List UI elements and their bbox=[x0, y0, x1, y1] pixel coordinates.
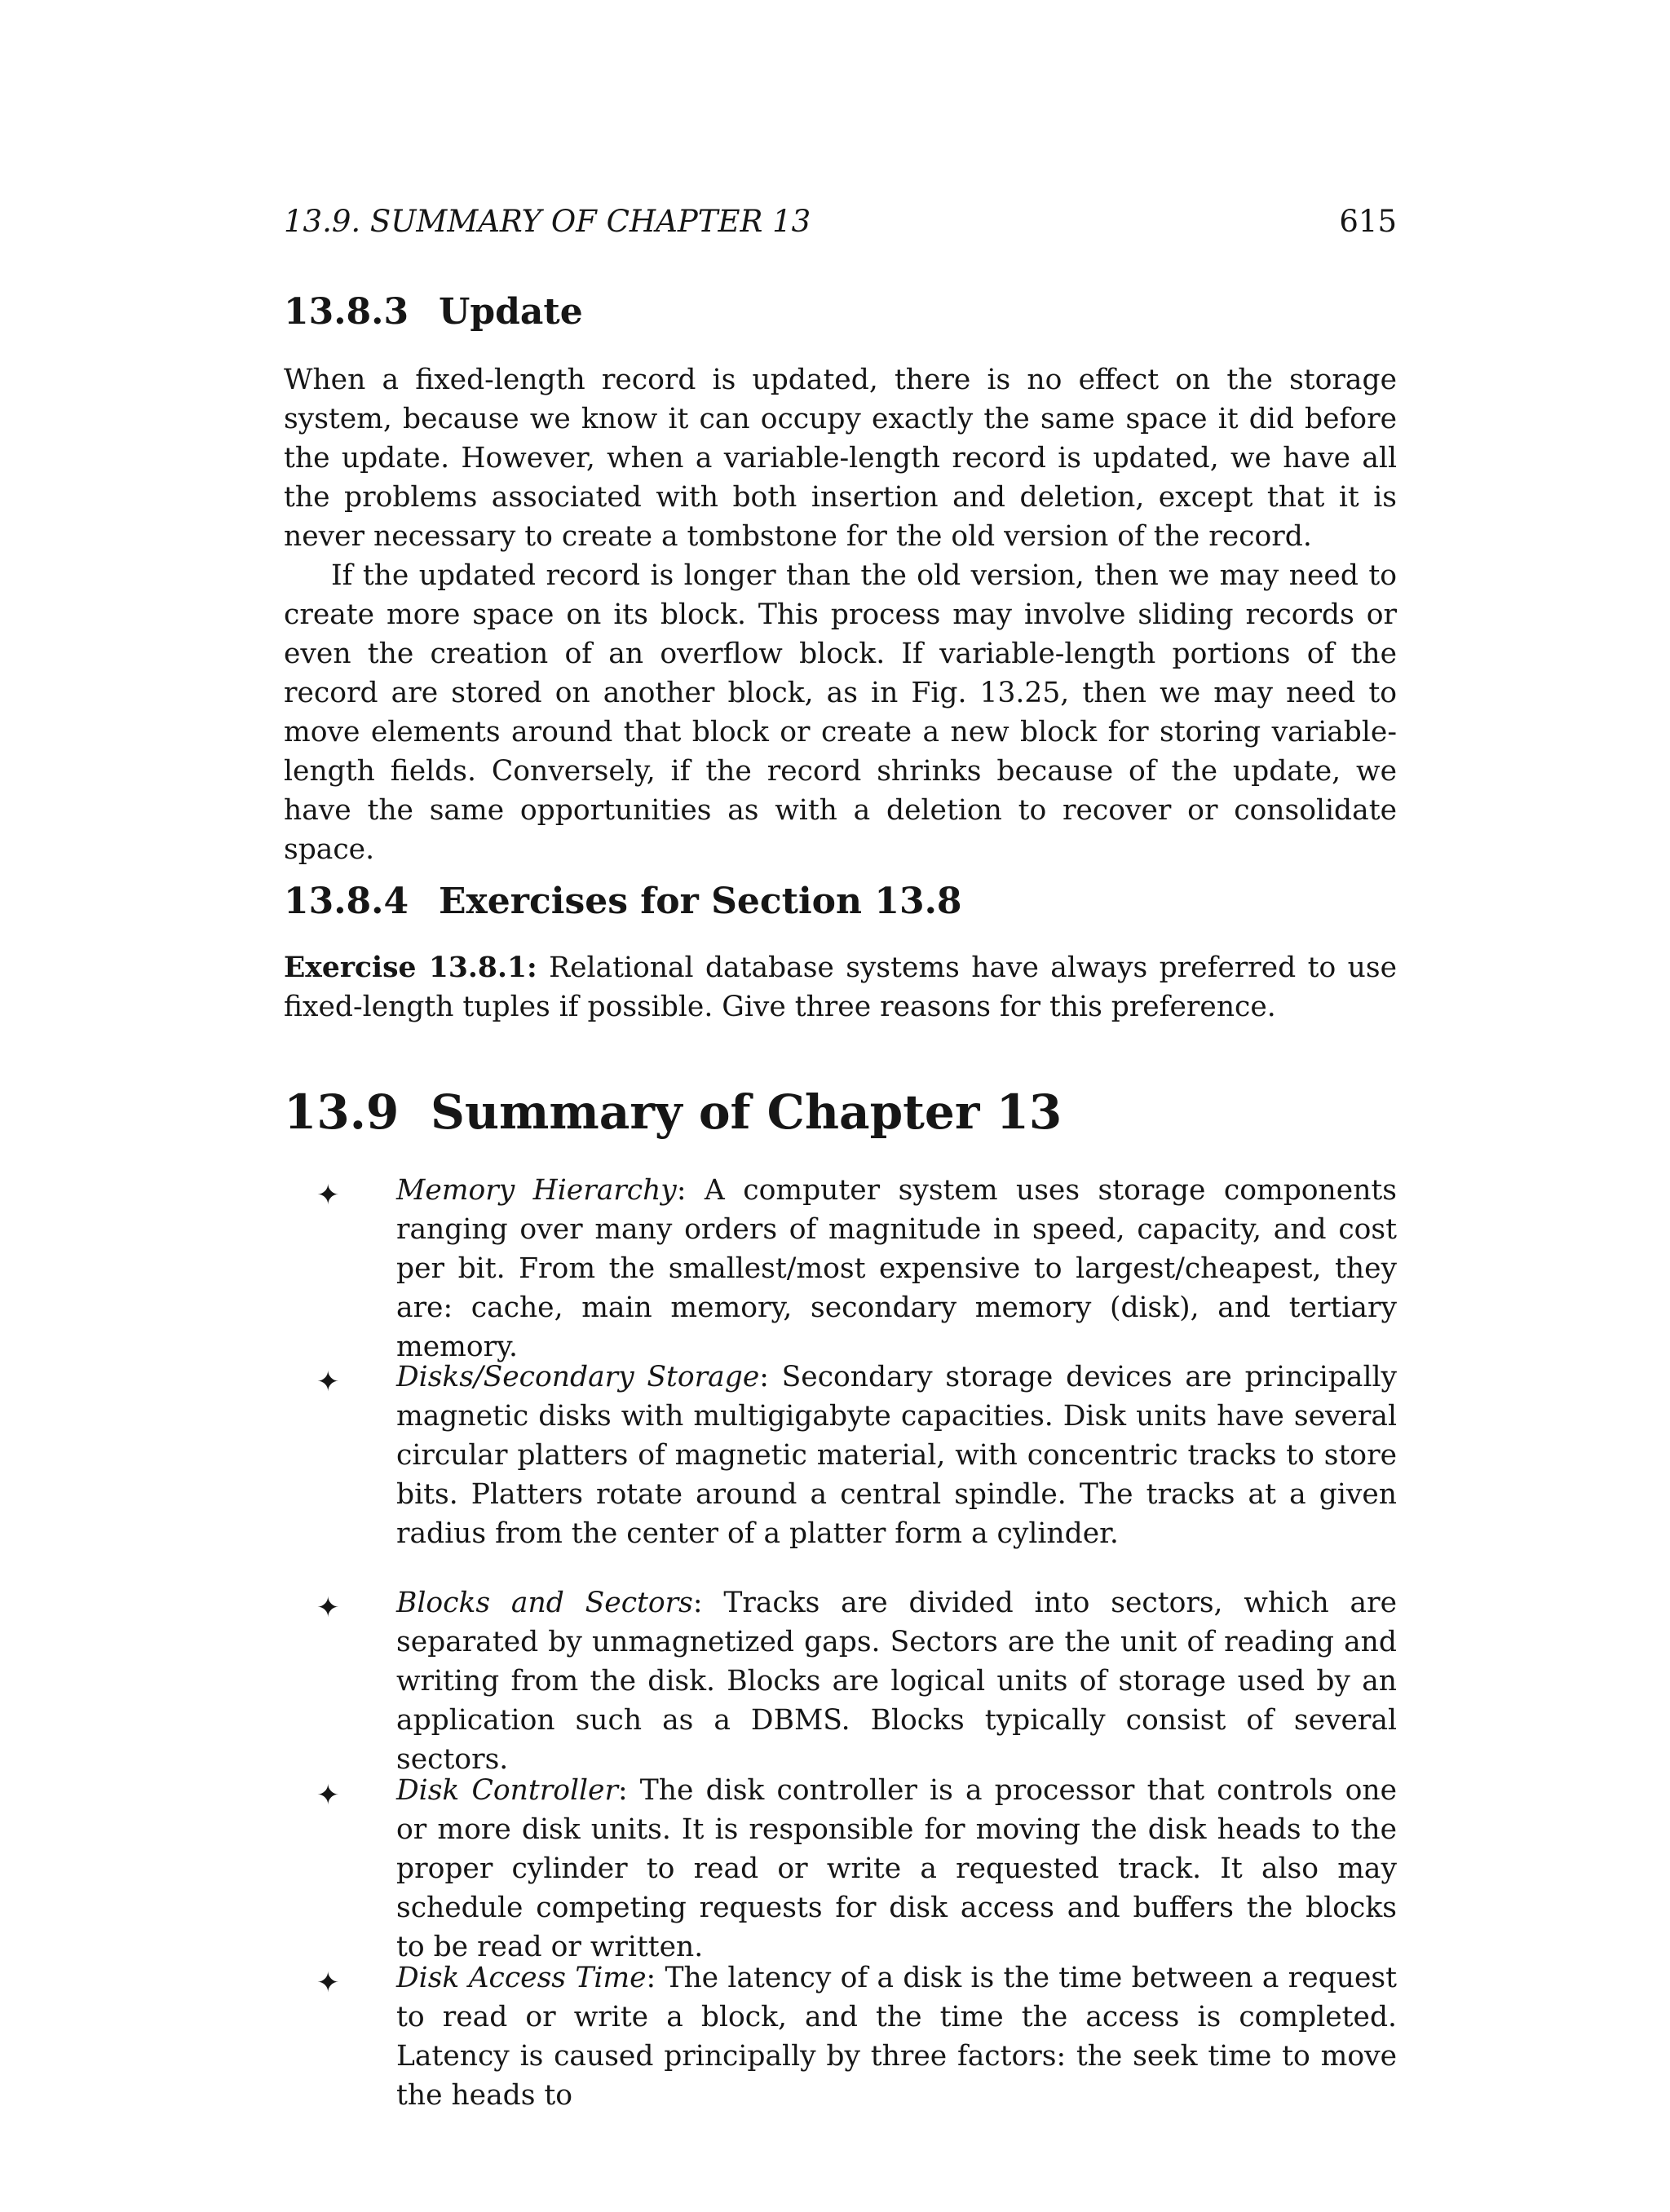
summary-item-term: Blocks and Sectors bbox=[396, 1587, 693, 1619]
bullet-diamond-icon: ✦ bbox=[316, 1592, 340, 1624]
bullet-diamond-icon: ✦ bbox=[316, 1366, 340, 1398]
exercise-label: Exercise 13.8.1: bbox=[284, 951, 537, 984]
exercises-heading-title: Exercises for Section 13.8 bbox=[439, 881, 962, 922]
summary-item-text: Disks/Secondary Storage: Secondary storage devices are principally magnetic disks with multigigabyte capacities. Disk units have several circular platters of magnetic material, with concentric tracks to store bits. Platters rotate around a central spindle. The tracks at a given radius from the center of a platter form a cylinder. bbox=[396, 1361, 1397, 1550]
update-paragraph-2: If the updated record is longer than the old version, then we may need to create more space on its block. This process may involve sliding records or even the creation of an overflow block. If variable-length portions of the record are stored on another block, as in Fig. 13.25, then we may need to move elements around that block or create a new block for storing variable-length fields. Conversely, if the record shrinks because of the update, we have the same opportunities as with a deletion to recover or consolidate space. bbox=[284, 559, 1397, 866]
summary-item-text: Blocks and Sectors: Tracks are divided into sectors, which are separated by unmagnetized gaps. Sectors are the unit of reading and writing from the disk. Blocks are logical units of storage used by an application such as a DBMS. Blocks typically consist of several sectors. bbox=[396, 1587, 1398, 1776]
summary-item-term: Disks/Secondary Storage bbox=[396, 1361, 760, 1393]
summary-item-term: Memory Hierarchy bbox=[396, 1174, 677, 1207]
bullet-diamond-icon: ✦ bbox=[316, 1967, 340, 1999]
page-number: 615 bbox=[1339, 204, 1397, 239]
summary-item-body: The latency of a disk is the time between a request to read or write a block, and the time the access is completed. Latency is caused principally by three factors: the seek time to move the heads to bbox=[396, 1962, 1397, 2112]
exercises-heading bbox=[284, 881, 962, 922]
exercise-13-8-1 bbox=[284, 948, 1397, 1027]
update-heading-title: Update bbox=[439, 291, 583, 333]
summary-item-text: Disk Controller: The disk controller is a processor that controls one or more disk units. It is responsible for moving the disk heads to the proper cylinder to read or write a requested track. It also may schedule competing requests for disk access and buffers the blocks to be read or written. bbox=[396, 1774, 1398, 1963]
exercises-heading-number: 13.8.4 bbox=[284, 881, 409, 922]
running-header bbox=[284, 204, 1397, 245]
update-paragraph-1: When a fixed-length record is updated, there is no effect on the storage system, because we know it can occupy exactly the same space it did before the update. However, when a variable-length record is updated, we have all the problems associated with both insertion and deletion, except that it is never necessary to create a tombstone for the old version of the record. bbox=[284, 364, 1397, 553]
update-heading-number: 13.8.3 bbox=[284, 291, 409, 333]
summary-item-body: The disk controller is a processor that controls one or more disk units. It is responsible for moving the disk heads to the proper cylinder to read or write a requested track. It also may schedule competing requests for disk access and buffers the blocks to be read or written. bbox=[396, 1774, 1398, 1963]
summary-item-body: Tracks are divided into sectors, which are separated by unmagnetized gaps. Sectors are the unit of reading and writing from the disk. Blocks are logical units of storage used by an application such as a DBMS. Blocks typically consist of several sectors. bbox=[396, 1587, 1398, 1776]
bullet-diamond-icon: ✦ bbox=[316, 1779, 340, 1812]
summary-item-body: Secondary storage devices are principally magnetic disks with multigigabyte capacities. Disk units have several circular platters of magnetic material, with concentric tracks to store bits. Platters rotate around a central spindle. The tracks at a given radius from the center of a platter form a cylinder. bbox=[396, 1361, 1397, 1550]
exercise-text: Relational database systems have always preferred to use fixed-length tuples if possible. Give three reasons for this preference. bbox=[284, 951, 1398, 1023]
bullet-diamond-icon: ✦ bbox=[316, 1179, 340, 1212]
summary-heading-number: 13.9 bbox=[284, 1084, 400, 1140]
summary-heading bbox=[284, 1084, 1062, 1140]
summary-item-term: Disk Access Time bbox=[396, 1962, 647, 1994]
running-title: 13.9. SUMMARY OF CHAPTER 13 bbox=[284, 204, 811, 239]
summary-item-text: Disk Access Time: The latency of a disk is the time between a request to read or write a block, and the time the access is completed. Latency is caused principally by three factors: the seek time to move the heads to bbox=[396, 1962, 1397, 2112]
summary-item-text: Memory Hierarchy: A computer system uses storage components ranging over many orders of magnitude in speed, capacity, and cost per bit. From the smallest/most expensive to largest/cheapest, they are: cache, main memory, secondary memory (disk), and tertiary memory. bbox=[396, 1174, 1397, 1363]
summary-item-term: Disk Controller bbox=[396, 1774, 618, 1807]
summary-item-body: A computer system uses storage components ranging over many orders of magnitude in speed, capacity, and cost per bit. From the smallest/most expensive to largest/cheapest, they are: cache, main memory, secondary memory (disk), and tertiary memory. bbox=[396, 1174, 1397, 1363]
summary-heading-title: Summary of Chapter 13 bbox=[431, 1084, 1063, 1140]
update-heading bbox=[284, 291, 583, 333]
